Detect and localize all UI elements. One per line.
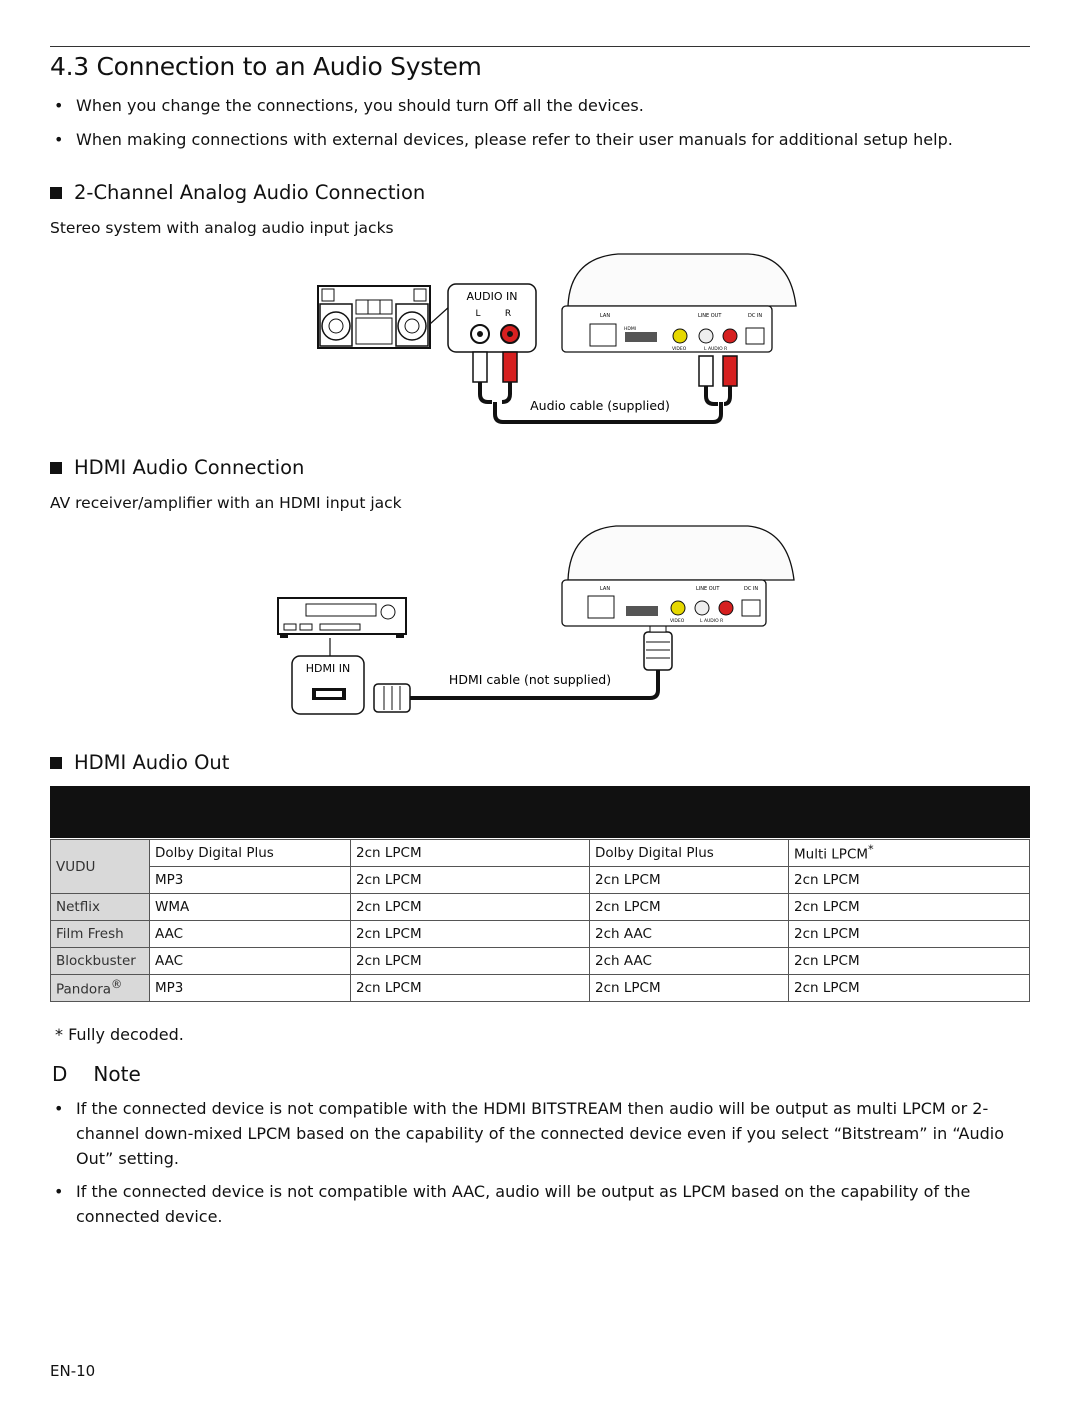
cell-text: Multi LPCM — [794, 846, 869, 863]
note-heading-text: Note — [93, 1062, 141, 1086]
table-row — [51, 894, 1030, 921]
hdmi-subtitle: AV receiver/amplifier with an HDMI input jack — [50, 494, 402, 512]
panel-dcin-label: DC IN — [744, 586, 759, 592]
panel-lineout-label: LINE OUT — [696, 586, 720, 592]
panel-lan-label: LAN — [600, 586, 611, 592]
table-row — [51, 975, 1030, 1002]
footnote-mark: * — [868, 843, 874, 857]
table-cell: 2cn LPCM — [590, 975, 789, 1002]
service-cell: Blockbuster — [51, 948, 150, 975]
service-cell: Film Fresh — [51, 921, 150, 948]
format-cell: AAC — [150, 948, 351, 975]
panel-lineout-label: LINE OUT — [698, 313, 722, 319]
bullet-dot: • — [54, 130, 64, 149]
table-cell — [789, 840, 1030, 867]
panel-dcin-label: DC IN — [748, 313, 763, 319]
service-cell: Netflix — [51, 894, 150, 921]
format-cell: AAC — [150, 921, 351, 948]
bullet-dot: • — [54, 96, 64, 115]
panel-lan-label: LAN — [600, 313, 611, 319]
table-cell: 2cn LPCM — [351, 948, 590, 975]
analog-heading — [50, 181, 425, 204]
table-cell: 2cn LPCM — [590, 894, 789, 921]
audio-cable-label: Audio cable (supplied) — [530, 398, 670, 413]
panel-audio-label: L AUDIO R — [704, 347, 728, 352]
table-cell: 2cn LPCM — [351, 840, 590, 867]
panel-audio-label: L AUDIO R — [700, 619, 724, 624]
hdmi-in-label: HDMI IN — [305, 662, 351, 675]
registered-mark: ® — [111, 978, 123, 992]
audio-in-left-label: L — [475, 309, 481, 319]
stereo-system-icon — [318, 286, 430, 348]
square-bullet-icon — [50, 187, 62, 199]
table-cell: 2cn LPCM — [351, 867, 590, 894]
table-cell: 2ch AAC — [590, 948, 789, 975]
page-number: EN-10 — [50, 1362, 96, 1380]
format-cell: Dolby Digital Plus — [150, 840, 351, 867]
table-cell: 2cn LPCM — [351, 975, 590, 1002]
table-cell: 2cn LPCM — [789, 921, 1030, 948]
hdmi-heading — [50, 456, 304, 479]
hdmi-heading-text: HDMI Audio Connection — [74, 456, 305, 479]
table-cell: Dolby Digital Plus — [590, 840, 789, 867]
table-row — [51, 921, 1030, 948]
square-bullet-icon — [50, 757, 62, 769]
hdmi-cable-label: HDMI cable (not supplied) — [448, 672, 612, 687]
service-cell — [51, 975, 150, 1002]
note-bullet-text: If the connected device is not compatible with the HDMI BITSTREAM then audio will be output as multi LPCM or 2-channel down-mixed LPCM based on the capability of the connected device even if you select “Bitstream” in “Audio Out” setting. — [76, 1099, 1005, 1168]
bullet-dot: • — [54, 1182, 64, 1201]
av-receiver-icon — [278, 598, 406, 638]
media-player-icon — [562, 254, 796, 352]
format-cell: MP3 — [150, 867, 351, 894]
table-cell: 2cn LPCM — [351, 921, 590, 948]
intro-bullet-text: When you change the connections, you should turn Off all the devices. — [76, 96, 644, 115]
analog-subtitle: Stereo system with analog audio input jacks — [50, 219, 394, 237]
table-row — [51, 867, 1030, 894]
format-cell: MP3 — [150, 975, 351, 1002]
section-title: 4.3 Connection to an Audio System — [50, 52, 482, 81]
note-bullet — [50, 1096, 1030, 1171]
table-cell: 2cn LPCM — [789, 975, 1030, 1002]
audio-in-right-label: R — [504, 309, 512, 319]
hdmi-connection-diagram — [270, 520, 800, 720]
square-bullet-icon — [50, 462, 62, 474]
service-name: Pandora — [56, 981, 112, 998]
audio-in-label: AUDIO IN — [466, 290, 518, 303]
header-rule — [50, 46, 1030, 47]
table-cell: 2cn LPCM — [789, 948, 1030, 975]
audio-out-table — [50, 839, 1030, 1002]
table-cell: 2cn LPCM — [590, 867, 789, 894]
table-cell: 2ch AAC — [590, 921, 789, 948]
audio-out-heading — [50, 751, 229, 774]
audio-out-heading-text: HDMI Audio Out — [74, 751, 230, 774]
table-footnote: * Fully decoded. — [55, 1025, 184, 1044]
table-cell: 2cn LPCM — [789, 867, 1030, 894]
intro-bullet-text: When making connections with external devices, please refer to their user manuals for additional setup help. — [76, 130, 953, 149]
note-bullet — [50, 1179, 1030, 1229]
panel-video-label: VIDEO — [670, 619, 685, 624]
note-heading — [52, 1062, 141, 1086]
panel-video-label: VIDEO — [672, 347, 687, 352]
media-player-icon — [562, 526, 794, 626]
service-cell: VUDU — [51, 840, 150, 894]
analog-connection-diagram — [300, 244, 820, 434]
note-bullet-text: If the connected device is not compatible with AAC, audio will be output as LPCM based on the capability of the connected device. — [76, 1182, 971, 1226]
format-cell: WMA — [150, 894, 351, 921]
note-icon: D — [52, 1062, 68, 1086]
table-header-bar — [50, 786, 1030, 838]
panel-hdmi-label: HDMI — [624, 327, 637, 332]
analog-heading-text: 2-Channel Analog Audio Connection — [74, 181, 426, 204]
table-cell: 2cn LPCM — [351, 894, 590, 921]
table-row — [51, 840, 1030, 867]
table-cell: 2cn LPCM — [789, 894, 1030, 921]
bullet-dot: • — [54, 1099, 64, 1118]
table-row — [51, 948, 1030, 975]
